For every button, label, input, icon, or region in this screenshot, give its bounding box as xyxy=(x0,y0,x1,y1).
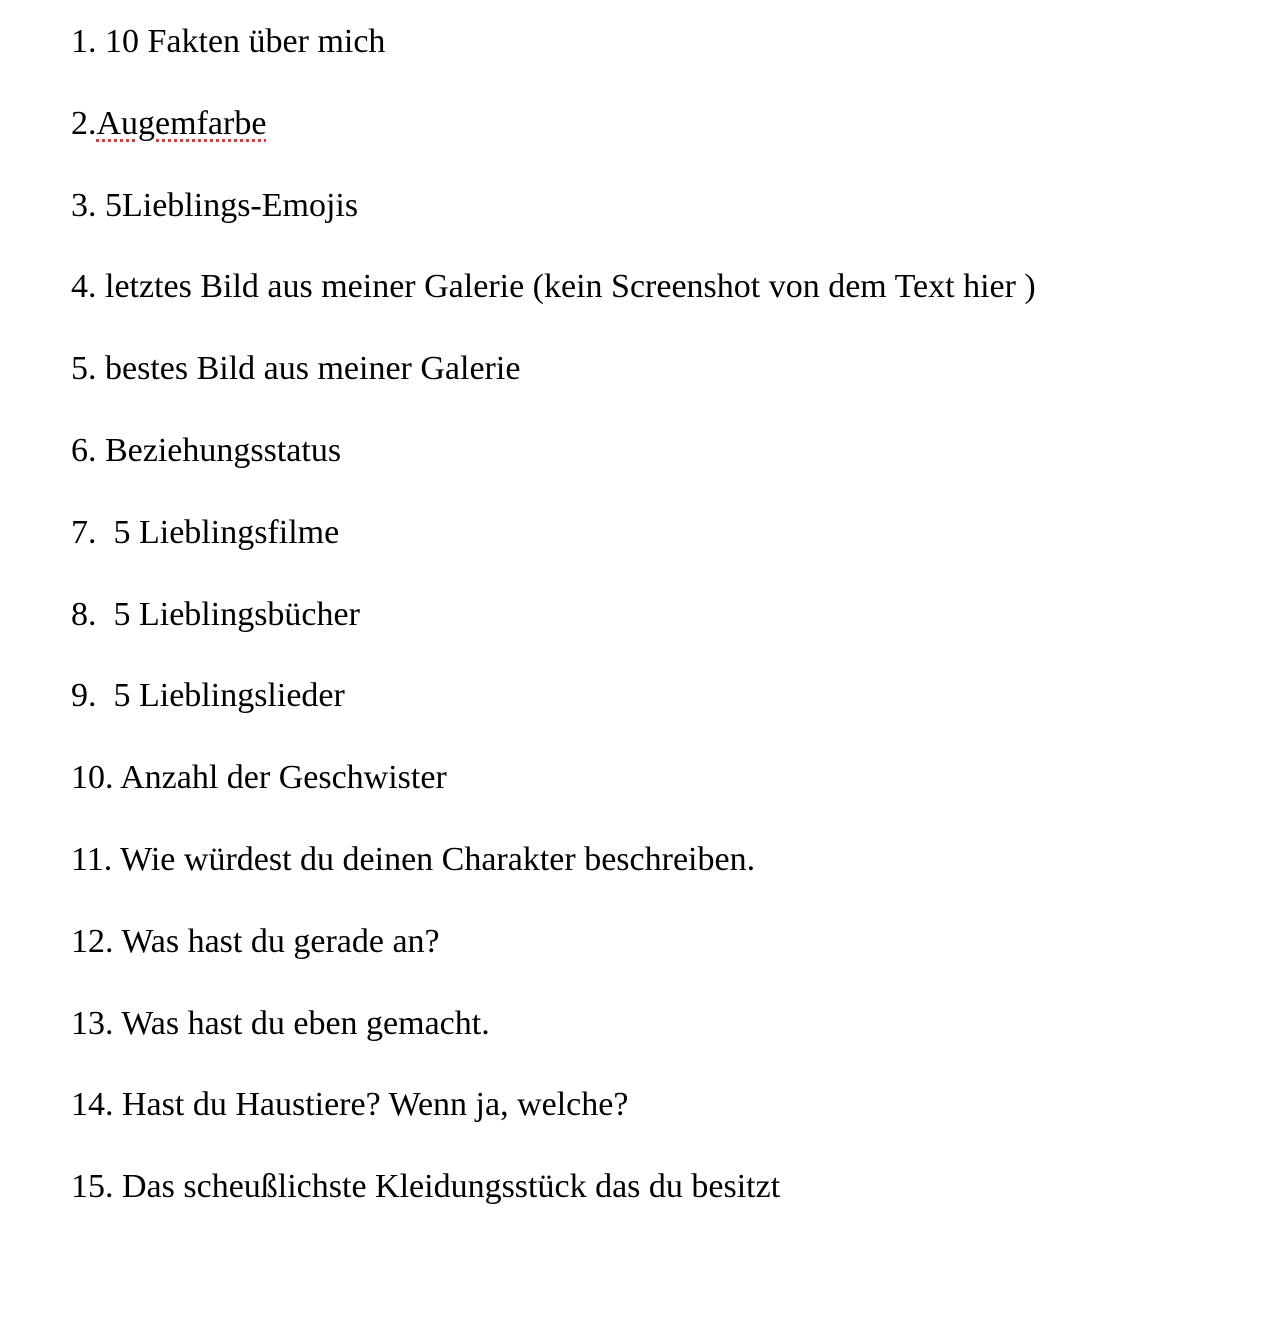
list-item xyxy=(71,593,1261,637)
item-text: 5Lieblings-Emojis xyxy=(105,186,359,224)
list-item xyxy=(71,429,1261,473)
item-text: bestes Bild aus meiner Galerie xyxy=(105,350,521,388)
list-item xyxy=(71,184,1261,228)
item-number: 15. xyxy=(71,1168,122,1206)
list-item xyxy=(71,838,1261,882)
item-text: Wie würdest du deinen Charakter beschreiben. xyxy=(120,840,756,878)
item-text: 5 Lieblingsbücher xyxy=(113,595,360,633)
item-number: 3. xyxy=(71,186,105,224)
list-item xyxy=(71,756,1261,800)
list-item xyxy=(71,1002,1261,1046)
item-text: letztes Bild aus meiner Galerie (kein Screenshot von dem Text hier ) xyxy=(105,268,1036,306)
item-text: Was hast du gerade an? xyxy=(121,922,440,960)
list-item xyxy=(71,102,1261,146)
item-text: 5 Lieblingsfilme xyxy=(113,513,340,551)
item-text: Anzahl der Geschwister xyxy=(120,759,447,797)
item-number: 2. xyxy=(71,104,97,142)
item-number: 13. xyxy=(71,1004,122,1042)
item-number: 9. xyxy=(71,677,114,715)
list-item xyxy=(71,674,1261,718)
question-list xyxy=(71,20,1261,1247)
item-number: 11. xyxy=(71,840,121,878)
item-text: Beziehungsstatus xyxy=(105,431,342,469)
item-number: 6. xyxy=(71,431,105,469)
item-number: 10. xyxy=(71,759,121,797)
item-number: 8. xyxy=(71,595,114,633)
item-number: 4. xyxy=(71,268,105,306)
item-text: Hast du Haustiere? Wenn ja, welche? xyxy=(122,1086,629,1124)
list-item xyxy=(71,265,1261,309)
item-number: 12. xyxy=(71,922,122,960)
list-item xyxy=(71,511,1261,555)
list-item xyxy=(71,920,1261,964)
item-number: 5. xyxy=(71,350,105,388)
item-text: 5 Lieblingslieder xyxy=(113,677,345,715)
list-item xyxy=(71,347,1261,391)
item-number: 7. xyxy=(71,513,114,551)
item-number: 1. xyxy=(71,23,105,60)
item-text: 10 Fakten über mich xyxy=(105,23,386,60)
item-text: Was hast du eben gemacht. xyxy=(121,1004,490,1042)
misspelled-word[interactable]: Augemfarbe xyxy=(96,104,267,142)
list-item xyxy=(71,1165,1261,1209)
item-number: 14. xyxy=(71,1086,122,1124)
list-item xyxy=(71,20,1261,64)
list-item xyxy=(71,1083,1261,1127)
item-text: Das scheußlichste Kleidungsstück das du besitzt xyxy=(122,1168,781,1206)
